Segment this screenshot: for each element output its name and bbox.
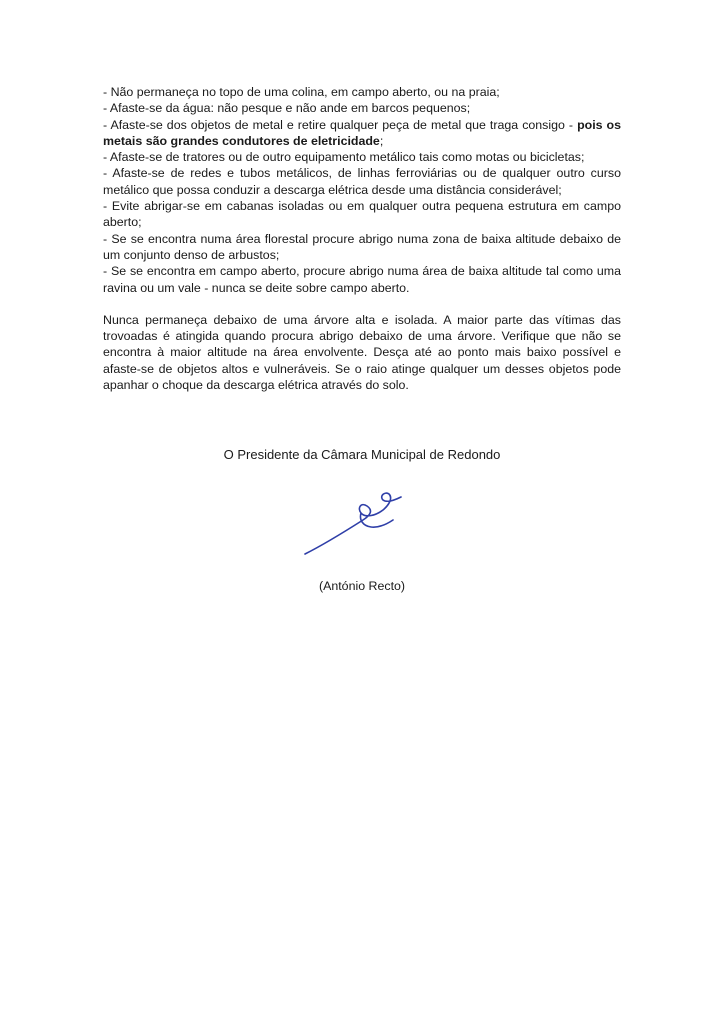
handwritten-signature [301,486,411,558]
instruction-item: - Se se encontra em campo aberto, procure abrigo numa área de baixa altitude tal como uma ravina ou um vale - nunca se deite sobre campo aberto. [103,264,621,295]
instruction-item: - Se se encontra numa área florestal procure abrigo numa zona de baixa altitude debaixo de um conjunto denso de arbustos; [103,231,621,262]
signature-block [0,446,724,594]
safety-instructions-list [103,84,621,296]
instruction-item: - Afaste-se dos objetos de metal e retire qualquer peça de metal que traga consigo - pois os metais são grandes condutores de eletricidade; [103,117,622,148]
instruction-item: - Afaste-se de tratores ou de outro equipamento metálico tais como motas ou bicicletas; [103,150,585,165]
emphasis-text: pois os metais são grandes condutores de eletricidade [103,117,622,148]
instruction-item: - Não permaneça no topo de uma colina, em campo aberto, ou na praia; [103,85,500,99]
instruction-item: - Afaste-se de redes e tubos metálicos, de linhas ferroviárias ou de qualquer outro curso metálico que possa conduzir a descarga elétrica desde uma distância considerável; [103,166,621,197]
instruction-item: - Afaste-se da água: não pesque e não ande em barcos pequenos; [103,101,471,116]
document-body [103,84,621,393]
instruction-item: - Evite abrigar-se em cabanas isoladas ou em qualquer outra pequena estrutura em campo aberto; [103,199,621,230]
signatory-name: (António Recto) [318,579,406,593]
tree-warning-paragraph: Nunca permaneça debaixo de uma árvore alta e isolada. A maior parte das vítimas das trovoadas é atingida quando procura abrigo debaixo de uma árvore. Verifique que não se encontra à maior altitude na área envolvente. Desça até ao ponto mais baixo possível e afaste-se de objetos altos e vulneráveis. Se o raio atinge qualquer um desses objetos pode apanhar o choque da descarga elétrica através do solo. [103,312,621,393]
signatory-title: O Presidente da Câmara Municipal de Redondo [223,447,501,462]
